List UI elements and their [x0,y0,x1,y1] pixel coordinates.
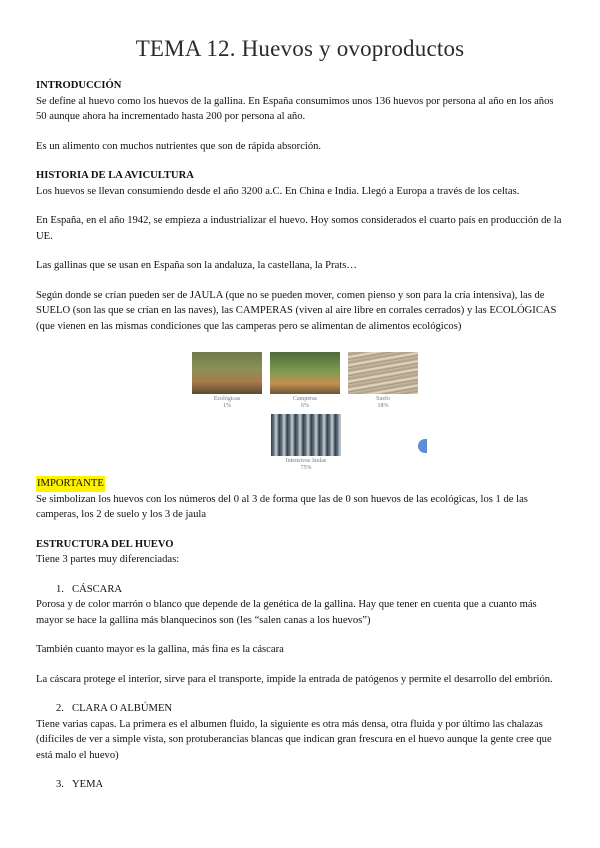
photo-suelo [348,352,418,394]
list-item-yema: 3. YEMA [56,779,104,790]
caption-intensivas-jaulas: Intensivas Jaulas 75% [285,458,327,471]
estructura-intro: Tiene 3 partes muy diferenciadas: [36,554,180,565]
page-title: TEMA 12. Huevos y ovoproductos [135,36,465,61]
historia-paragraph-1: Los huevos se llevan consumiendo desde el año 3200 a.C. En China e India. Llegó a Europa a través de los celtas. [36,185,520,197]
photo-camperas [270,352,340,394]
caption-suelo: Suelo 18% [376,396,390,409]
document-body [36,78,566,793]
clara-paragraph-1: Tiene varias capas. La primera es el albumen fluido, la siguiente es otra más densa, otra fluida y por último las chalazas (difíciles de ver a simple vista, son protuberancias blancas que indican gran frescura en el huevo aunque la gente cree que está malo el huevo) [36,718,552,761]
historia-paragraph-2: En España, en el año 1942, se empieza a industrializar el huevo. Hoy somos considerados el cuarto país en producción de la UE. [36,215,562,242]
egg-production-figure [36,342,566,471]
cascara-paragraph-1: Porosa y de color marrón o blanco que depende de la genética de la gallina. Hay que tener en cuenta que a cuanto más mayor se hace la gallina más blanquecinos son (les “salen canas a los huevos”) [36,599,537,626]
caption-camperas: Camperas 6% [293,396,317,409]
caption-ecologicas: Ecológicas 1% [213,396,241,409]
list-item-cascara: 1. CÁSCARA [56,583,123,595]
intro-heading: INTRODUCCIÓN [36,80,122,91]
historia-paragraph-3: Las gallinas que se usan en España son la andaluza, la castellana, la Prats… [36,260,357,271]
blue-marker [418,439,427,453]
historia-heading: HISTORIA DE LA AVICULTURA [36,170,194,181]
photo-ecologicas [192,352,262,394]
importante-label: IMPORTANTE [36,476,105,492]
intro-paragraph-1: Se define al huevo como los huevos de la gallina. En España consumimos unos 136 huevos por persona al año en los años 50 aunque ahora ha incrementado hasta 200 por persona al año. [36,95,554,122]
historia-paragraph-4: Según donde se crían pueden ser de JAULA (que no se pueden mover, comen pienso y son para la cría intensiva), las de SUELO (son las que se crían en las naves), las CAMPERAS (viven al aire libre en corrales cerrados) y las ECOLÓGICAS (que vienen en las mismas condiciones que las camperas pero se alimentan de alimentos ecológicos) [36,289,557,332]
list-item-clara: 2. CLARA O ALBÚMEN [56,703,173,714]
cascara-paragraph-3: La cáscara protege el interior, sirve para el transporte, impide la entrada de patógenos y permite el desarrollo del embrión. [36,673,553,685]
intro-paragraph-2: Es un alimento con muchos nutrientes que son de rápida absorción. [36,140,322,152]
importante-text: Se simbolizan los huevos con los números del 0 al 3 de forma que las de 0 son huevos de las ecológicas, los 1 de las camperas, los 2 de suelo y los 3 de jaula [36,493,528,520]
cascara-paragraph-2: También cuanto mayor es la gallina, más fina es la cáscara [36,644,284,655]
estructura-heading: ESTRUCTURA DEL HUEVO [36,538,174,550]
photo-intensivas-jaulas [271,414,341,456]
